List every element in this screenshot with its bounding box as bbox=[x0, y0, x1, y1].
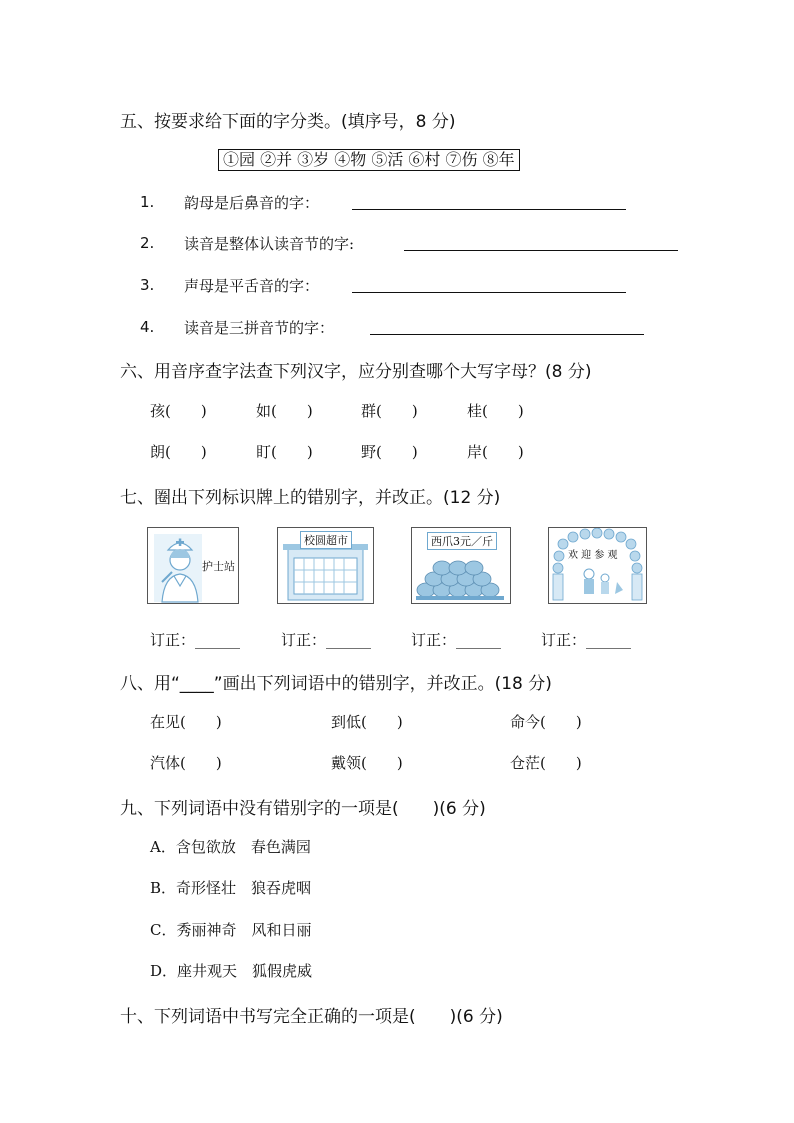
choice-option-d[interactable]: D．座井观天 狐假虎威 bbox=[150, 962, 313, 980]
item-number: 2. bbox=[140, 234, 155, 252]
question-text: 读音是整体认读音节的字: bbox=[184, 235, 355, 253]
section-5-title: 五、按要求给下面的字分类。(填序号，8 分) bbox=[120, 112, 456, 132]
section-10-title: 十、下列词语中书写完全正确的一项是( )(6 分) bbox=[120, 1007, 503, 1027]
section-8-title: 八、用“____”画出下列词语中的错别字，并改正。(18 分) bbox=[120, 674, 552, 694]
item-number: 3. bbox=[140, 276, 155, 294]
char-blank[interactable]: 如( ) bbox=[256, 402, 313, 420]
question-text: 读音是三拼音节的字： bbox=[184, 319, 335, 337]
correction-blank[interactable]: 订正：______ bbox=[150, 631, 241, 649]
question-text: 韵母是后鼻音的字： bbox=[184, 194, 320, 212]
char-blank[interactable]: 朗( ) bbox=[150, 443, 207, 461]
sign-label: 西爪3元／斤 bbox=[427, 532, 497, 550]
welcome-arch-illustration bbox=[549, 528, 646, 603]
numbered-characters-box: ①园 ②并 ③岁 ④物 ⑤活 ⑥村 ⑦伤 ⑧年 bbox=[218, 149, 520, 171]
welcome-arch-sign bbox=[548, 527, 647, 604]
char-blank[interactable]: 岸( ) bbox=[467, 443, 524, 461]
nurse-station-sign bbox=[147, 527, 239, 604]
correction-blank[interactable]: 订正：______ bbox=[281, 631, 372, 649]
correction-blank[interactable]: 订正：______ bbox=[541, 631, 632, 649]
item-number: 4. bbox=[140, 318, 155, 336]
char-blank[interactable]: 盯( ) bbox=[256, 443, 313, 461]
word-blank[interactable]: 到低( ) bbox=[331, 713, 403, 731]
answer-line[interactable] bbox=[352, 292, 626, 293]
choice-option-c[interactable]: C．秀丽神奇 风和日丽 bbox=[150, 921, 312, 939]
choice-option-a[interactable]: A．含包欲放 春色满园 bbox=[150, 838, 311, 856]
char-blank[interactable]: 孩( ) bbox=[150, 402, 207, 420]
watermelon-price-sign bbox=[411, 527, 511, 604]
word-blank[interactable]: 在见( ) bbox=[150, 713, 222, 731]
word-blank[interactable]: 戴领( ) bbox=[331, 754, 403, 772]
section-6-title: 六、用音序查字法查下列汉字，应分别查哪个大写字母？(8 分) bbox=[120, 362, 592, 382]
sign-label: 校圆超市 bbox=[300, 531, 352, 549]
campus-supermarket-sign bbox=[277, 527, 374, 604]
question-text: 声母是平舌音的字： bbox=[184, 277, 320, 295]
word-blank[interactable]: 命今( ) bbox=[510, 713, 582, 731]
answer-line[interactable] bbox=[404, 250, 678, 251]
sign-label: 护士站 bbox=[202, 560, 235, 573]
char-blank[interactable]: 桂( ) bbox=[467, 402, 524, 420]
watermelon-pile-illustration bbox=[412, 552, 510, 602]
section-9-title: 九、下列词语中没有错别字的一项是( )(6 分) bbox=[120, 799, 486, 819]
sign-label: 欢 迎 参 观 bbox=[568, 550, 618, 561]
item-number: 1. bbox=[140, 193, 155, 211]
answer-line[interactable] bbox=[352, 209, 626, 210]
word-blank[interactable]: 仓茫( ) bbox=[510, 754, 582, 772]
choice-option-b[interactable]: B．奇形怪壮 狼吞虎咽 bbox=[150, 879, 312, 897]
char-blank[interactable]: 野( ) bbox=[361, 443, 418, 461]
section-7-title: 七、圈出下列标识牌上的错别字，并改正。(12 分) bbox=[120, 488, 501, 508]
correction-blank[interactable]: 订正：______ bbox=[411, 631, 502, 649]
answer-line[interactable] bbox=[370, 334, 644, 335]
nurse-illustration bbox=[150, 528, 210, 603]
word-blank[interactable]: 汽体( ) bbox=[150, 754, 222, 772]
char-blank[interactable]: 群( ) bbox=[361, 402, 418, 420]
